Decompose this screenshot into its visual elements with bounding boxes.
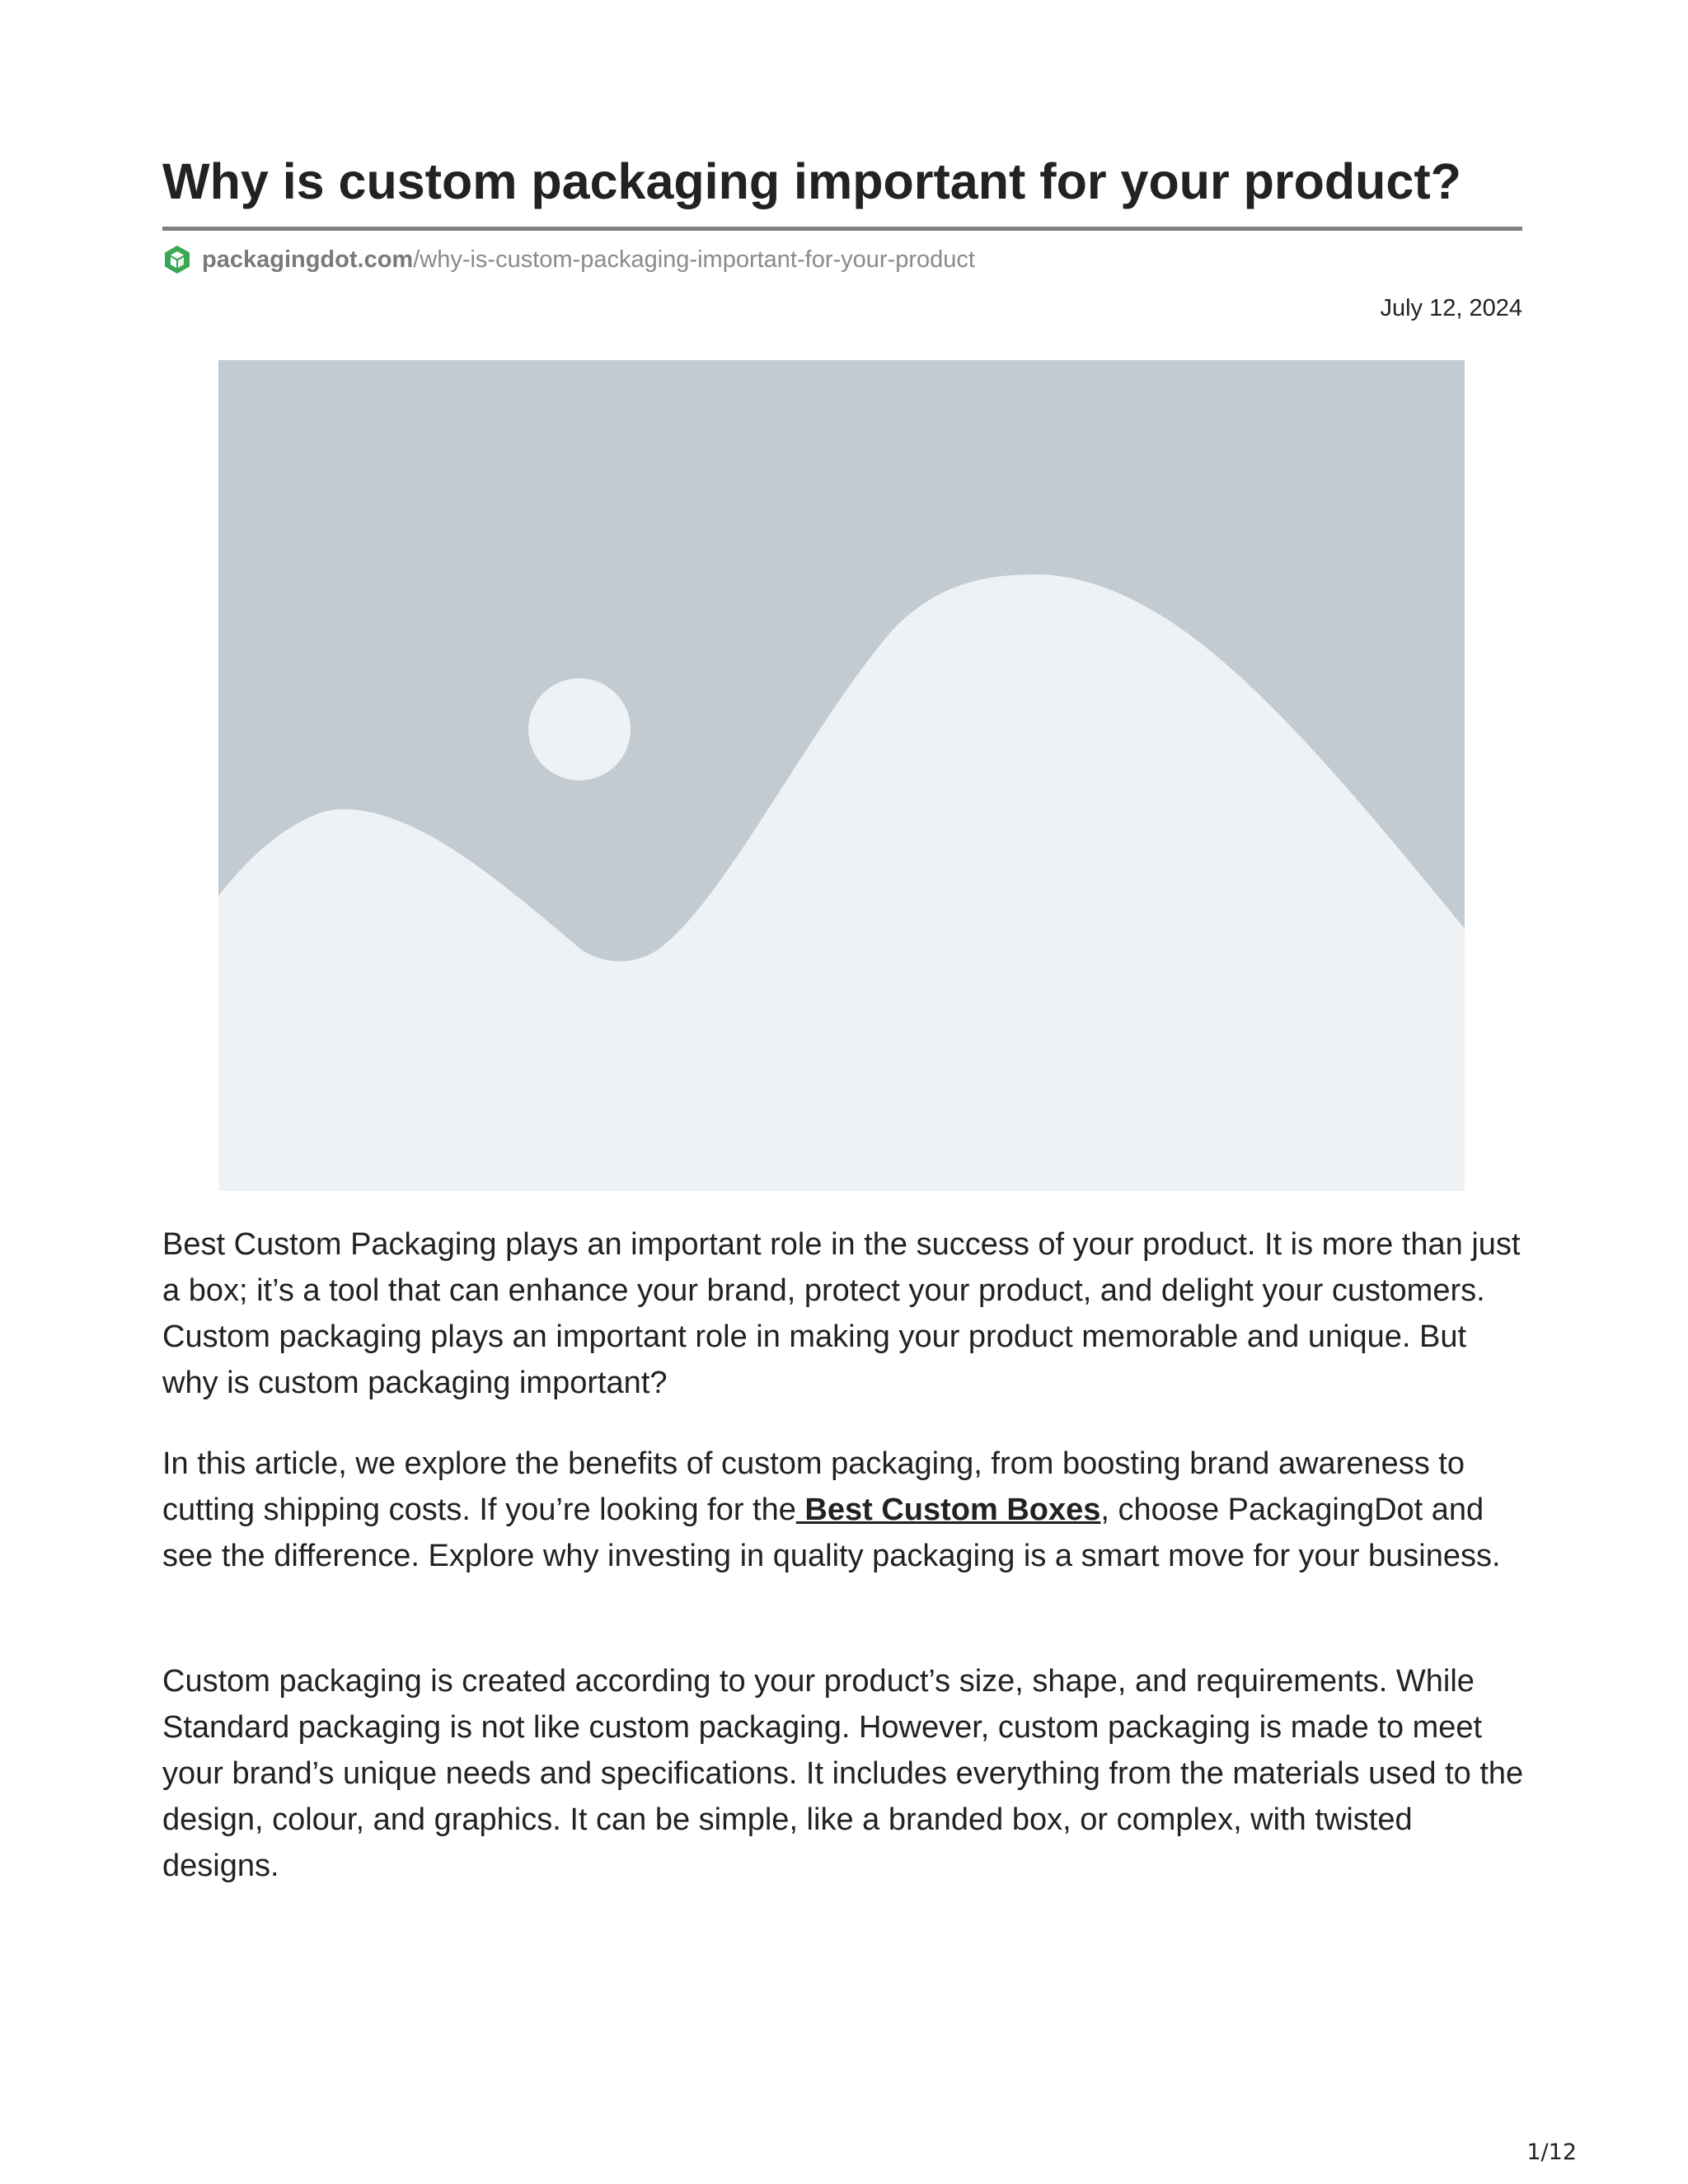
paragraph-benefits-text-after: , choose PackagingDot and see the difference. Explore why investing in quality packaging is a smart move for your business. <box>162 1493 1501 1573</box>
page-number: 1/12 <box>1526 2139 1577 2165</box>
paragraph-benefits <box>162 1441 1531 1579</box>
source-path: /why-is-custom-packaging-important-for-your-product <box>413 246 975 273</box>
source-url[interactable] <box>162 243 975 276</box>
source-domain: packagingdot.com <box>202 246 414 273</box>
article-title: Why is custom packaging important for your product? <box>162 153 1461 209</box>
paragraph-intro: Best Custom Packaging plays an important role in the success of your product. It is more than just a box; it’s a tool that can enhance your brand, protect your product, and delight your customers. Custom packaging plays an important role in making your product memorable and unique. But why is custom packaging important? <box>162 1227 1521 1400</box>
image-placeholder-icon <box>218 360 1465 1191</box>
image-placeholder <box>218 360 1465 1191</box>
best-custom-boxes-link[interactable]: Best Custom Boxes <box>795 1493 1101 1527</box>
paragraph-definition: Custom packaging is created according to your product’s size, shape, and requirements. While Standard packaging is not like custom packaging. However, custom packaging is made to meet your brand’s unique needs and specifications. It includes everything from the materials used to the design, colour, and graphics. It can be simple, like a branded box, or complex, with twisted designs. <box>162 1664 1524 1883</box>
title-divider <box>162 227 1522 231</box>
site-favicon-icon <box>162 245 192 274</box>
paragraph-benefits-text-before: In this article, we explore the benefits of custom packaging, from boosting brand awareness to cutting shipping costs. If you’re looking for the <box>162 1446 1465 1527</box>
publish-date: July 12, 2024 <box>1380 295 1522 321</box>
